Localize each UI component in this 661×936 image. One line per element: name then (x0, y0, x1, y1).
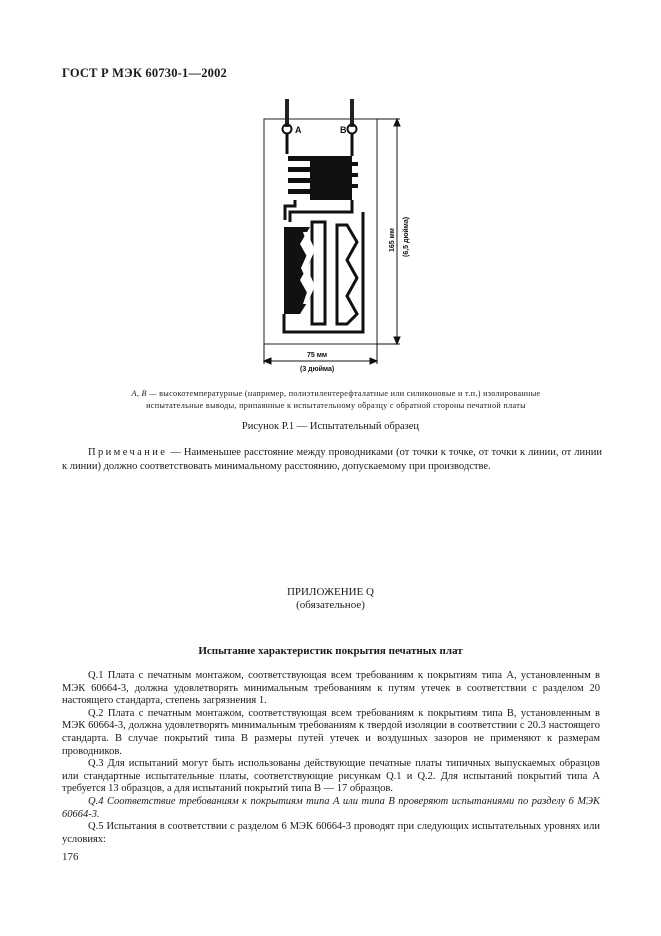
comb-pattern (288, 156, 358, 200)
annex-heading (0, 586, 661, 612)
annex-status: (обязательное) (296, 599, 365, 611)
paragraph-q4: Q.4 Соответствие требованиям к покрытиям типа А или типа В проверяют испытаниями по разделу 6 МЭК 60664-3. (62, 795, 600, 820)
legend-line-1: высокотемпературные (например, полиэтилентерефталатные или силиконовые и т.п.) изолированные (159, 389, 541, 398)
height-mm-label: 165 мм (389, 228, 396, 252)
annex-title: ПРИЛОЖЕНИЕ Q (286, 586, 374, 598)
page-number: 176 (62, 851, 79, 863)
paragraph-q3: Q.3 Для испытаний могут быть использованы действующие печатные платы типичных выпускаемых образцов или стандартные испытательные платы, соответствующие рисункам Q.1 и Q.2. Для испытаний покрытий типа А требуется 13 образцов, а для испытаний покрытий типа В — 17 образцов. (62, 758, 600, 795)
board-outline (264, 119, 377, 344)
lead-wire-b (350, 99, 354, 127)
width-mm-label: 75 мм (307, 352, 328, 359)
terminal-a-label: A (295, 125, 302, 135)
width-in-label: (3 дюйма) (300, 366, 335, 373)
figure-caption: Рисунок Р.1 — Испытательный образец (241, 421, 420, 432)
legend-lead: А, В — (131, 389, 157, 398)
legend-line-2: испытательные выводы, припаянные к испытательному образцу с обратной стороны печатной платы (146, 401, 526, 410)
terminal-b-label: B (340, 125, 347, 135)
note-text: — Наименьшее расстояние между проводниками (от точки к точке, от точки к линии, от линии к линии) должно соответствовать минимальному расстоянию, допускаемому при производстве. (62, 447, 602, 472)
lead-wire-a (285, 99, 289, 127)
annex-body (62, 670, 600, 846)
note-lead: Примечание (88, 447, 168, 458)
document-header: ГОСТ Р МЭК 60730-1—2002 (62, 66, 227, 80)
section-title: Испытание характеристик покрытия печатных плат (198, 645, 463, 657)
zigzag-pattern (284, 212, 363, 332)
paragraph-q2: Q.2 Плата с печатным монтажом, соответствующая всем требованиям к покрытиям типа В, установленным в МЭК 60664-3, должна удовлетворять минимальным требованиям к твердой изоляции в соответствии с 20.3 настоящего стандарта. В случае покрытий типа В размеры путей утечек и воздушных зазоров не применяют к размерам проводников. (62, 707, 600, 757)
test-specimen-figure (255, 92, 425, 377)
paragraph-q1: Q.1 Плата с печатным монтажом, соответствующая всем требованиям к покрытиям типа А, установленным в МЭК 60664-3, должна удовлетворять минимальным требованиям к путям утечек в соответствии с разделом 20 настоящего стандарта, степень загрязнения 1. (62, 670, 600, 707)
note-paragraph (62, 446, 602, 474)
height-in-label: (6,5 дюйма) (403, 216, 410, 257)
paragraph-q5: Q.5 Испытания в соответствии с разделом 6 МЭК 60664-3 проводят при следующих испытательных уровнях или условиях: (62, 821, 600, 845)
figure-legend (86, 388, 586, 412)
